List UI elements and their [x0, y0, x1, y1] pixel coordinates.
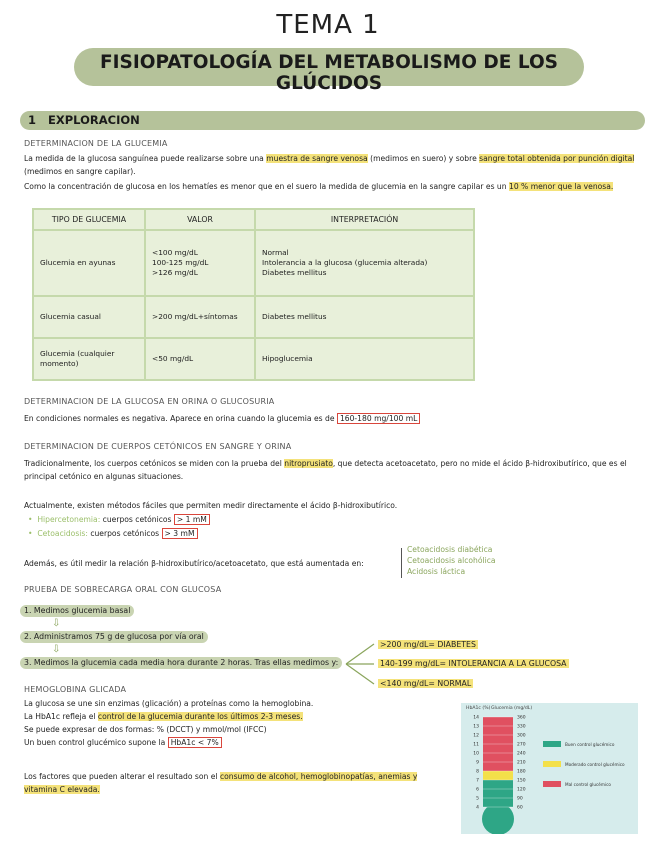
urine-boxed-value: 160-180 mg/100 mL: [337, 413, 420, 424]
section-label: EXPLORACION: [48, 113, 140, 127]
chart-xlabel-right: Glucemia (mg/dL): [491, 706, 533, 711]
glucose-tick-label: 180: [517, 769, 526, 775]
table-cell: Glucemia (cualquier momento): [33, 338, 145, 380]
hba1c-heading: HEMOGLOBINA GLICADA: [24, 685, 127, 694]
hba1c-factors: Los factores que pueden alterar el resultado son el consumo de alcohol, hemoglobinopatías, anemias y vitamina C elevada.: [24, 772, 418, 794]
table-cell: Glucemia casual: [33, 296, 145, 338]
ogtt-step-3: 3. Medimos la glucemia cada media hora durante 2 horas. Tras ellas medimos y:: [20, 657, 342, 669]
table-cell: Diabetes mellitus: [255, 296, 474, 338]
legend-swatch-bad: [543, 781, 561, 787]
ogtt-result-3: <140 mg/dL= NORMAL: [380, 679, 472, 688]
glucose-tick-label: 300: [517, 733, 526, 739]
hba1c-tick-label: 8: [476, 769, 479, 775]
hba1c-tick-label: 11: [473, 742, 479, 748]
legend-swatch-good: [543, 741, 561, 747]
table-row: [33, 338, 474, 380]
hba1c-tick-label: 5: [476, 796, 479, 802]
arrow-down-icon: ⇩: [52, 618, 61, 629]
chart-xlabel-left: HbA1c (%): [466, 706, 491, 711]
list-item: Cetoacidosis diabética: [407, 545, 493, 554]
hba1c-tick-label: 6: [476, 787, 479, 793]
hba1c-tick-label: 12: [473, 733, 479, 739]
glucose-tick-label: 360: [517, 715, 526, 721]
ogtt-result-1: >200 mg/dL= DIABETES: [380, 640, 476, 649]
list-item: Acidosis láctica: [407, 567, 466, 576]
table-cell: Normal Intolerancia a la glucosa (glucemia alterada) Diabetes mellitus: [255, 230, 474, 296]
glucose-tick-label: 150: [517, 778, 526, 784]
list-item: Cetoacidosis alcohólica: [407, 556, 496, 565]
hba1c-text: La glucosa se une sin enzimas (glicación) a proteínas como la hemoglobina. La HbA1c refleja el control de la glucemia durante los últimos 2-3 meses. Se puede expresar de dos formas: % (DCCT) y mmol/mol (IFCC) Un buen control glucémico supone la HbA1c < 7%: [24, 699, 314, 747]
glucose-tick-label: 90: [517, 796, 523, 802]
hba1c-tick-label: 7: [476, 778, 479, 784]
ketones-bullet-1: • Hipercetonemia: cuerpos cetónicos > 1 mM: [28, 513, 210, 526]
ketones-paragraph-1: Tradicionalmente, los cuerpos cetónicos se miden con la prueba del nitroprusiato, que detecta acetoacetato, pero no mide el ácido β-hidroxibutírico, que es el principal cetónico en algunas situaciones.: [24, 459, 627, 481]
ogtt-step-2: 2. Administramos 75 g de glucosa por vía oral: [20, 631, 208, 643]
ketones-paragraph-2: Actualmente, existen métodos fáciles que permiten medir directamente el ácido β-hidroxibutírico.: [24, 501, 398, 510]
table-cell: <50 mg/dL: [145, 338, 255, 380]
thermometer-zone: [483, 771, 513, 780]
ketones-bullet-2: • Cetoacidosis: cuerpos cetónicos > 3 mM: [28, 527, 198, 540]
ogtt-result-2: 140-199 mg/dL= INTOLERANCIA A LA GLUCOSA: [380, 659, 567, 668]
glucose-tick-label: 240: [517, 751, 526, 757]
blood-paragraph-1: La medida de la glucosa sanguínea puede realizarse sobre una muestra de sangre venosa (medimos en suero) y sobre sangre total obtenida por punción digital (medimos en sangre capilar).: [24, 154, 635, 176]
blood-paragraph-2: Como la concentración de glucosa en los hematíes es menor que en el suero la medida de glucemia en la sangre capilar es un 10 % menor que la venosa.: [24, 182, 614, 191]
ogtt-branch-arrows: [344, 640, 376, 690]
arrow-down-icon: ⇩: [52, 644, 61, 655]
chart-legend: [543, 741, 625, 787]
legend-swatch-moderate: [543, 761, 561, 767]
thermometer-bulb: [482, 803, 514, 834]
blood-heading: DETERMINACION DE LA GLUCEMIA: [24, 139, 168, 148]
urine-paragraph: En condiciones normales es negativa. Aparece en orina cuando la glucemia es de 160-180 mg/100 mL: [24, 412, 420, 425]
ketones-paragraph-3: Además, es útil medir la relación β-hidroxibutírico/acetoacetato, que está aumentada en:: [24, 559, 364, 568]
table-cell: <100 mg/dL 100-125 mg/dL >126 mg/dL: [145, 230, 255, 296]
thermometer-zone: [483, 780, 513, 807]
section-number: 1: [28, 113, 37, 127]
glucemia-table: [32, 208, 475, 381]
hba1c-tick-label: 14: [473, 715, 479, 721]
urine-heading: DETERMINACION DE LA GLUCOSA EN ORINA O GLUCOSURIA: [24, 397, 275, 406]
section-title: [28, 113, 140, 127]
legend-label: Moderado control glucémico: [565, 761, 625, 767]
legend-label: Buen control glucémico: [565, 741, 615, 747]
hba1c-thermometer-chart: [461, 703, 638, 834]
table-cell: Hipoglucemia: [255, 338, 474, 380]
hba1c-tick-label: 13: [473, 724, 479, 730]
ketones-bracket: [401, 548, 402, 578]
hba1c-tick-label: 4: [476, 805, 479, 811]
table-header: TIPO DE GLUCEMIA: [33, 209, 145, 230]
ogtt-step-1: 1. Medimos glucemia basal: [20, 605, 134, 617]
table-row: [33, 296, 474, 338]
glucose-tick-label: 330: [517, 724, 526, 730]
glucose-tick-label: 60: [517, 805, 523, 811]
table-header: VALOR: [145, 209, 255, 230]
page-subtitle: FISIOPATOLOGÍA DEL METABOLISMO DE LOS GLÚCIDOS: [99, 52, 558, 94]
ogtt-heading: PRUEBA DE SOBRECARGA ORAL CON GLUCOSA: [24, 585, 222, 594]
glucose-tick-label: 120: [517, 787, 526, 793]
glucose-tick-label: 210: [517, 760, 526, 766]
table-cell: >200 mg/dL+síntomas: [145, 296, 255, 338]
hba1c-tick-label: 10: [473, 751, 479, 757]
table-row: [33, 230, 474, 296]
legend-label: Mal control glucémico: [565, 781, 611, 787]
table-header: INTERPRETACIÓN: [255, 209, 474, 230]
ketones-list: [407, 544, 496, 577]
page-title: TEMA 1: [276, 10, 380, 40]
ketones-heading: DETERMINACION DE CUERPOS CETÓNICOS EN SANGRE Y ORINA: [24, 442, 292, 451]
glucose-tick-label: 270: [517, 742, 526, 748]
table-cell: Glucemia en ayunas: [33, 230, 145, 296]
hba1c-tick-label: 9: [476, 760, 479, 766]
